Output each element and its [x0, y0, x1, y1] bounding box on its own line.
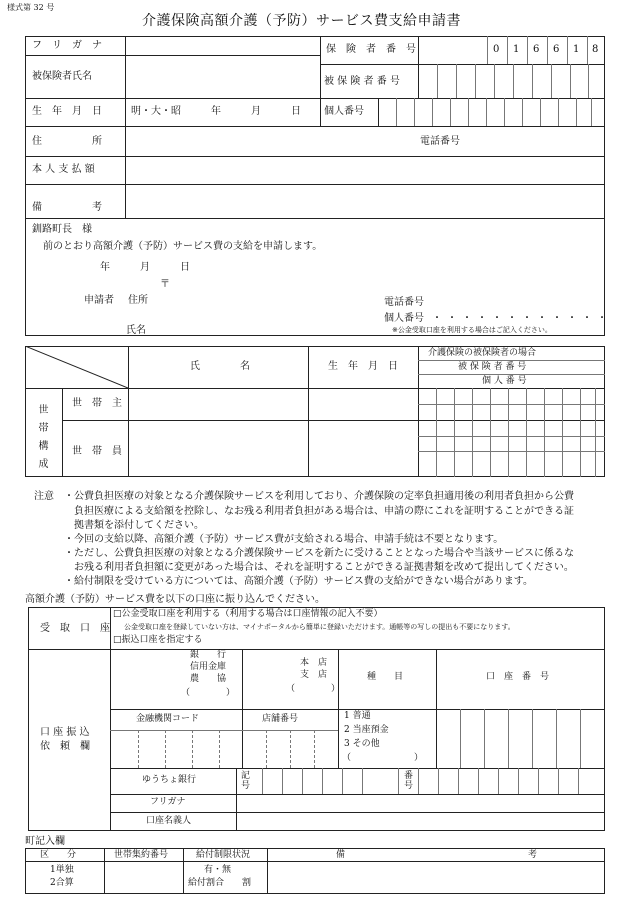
- benefit-ratio: 給付割合 割: [188, 878, 252, 888]
- insurer-digit: 0: [493, 44, 500, 55]
- account-kind-1[interactable]: 1 普通: [344, 711, 371, 721]
- application-statement: 前のとおり高額介護（予防）サービス費の支給を申請します。: [43, 241, 323, 252]
- personal-number-dots[interactable]: ・・・・・・・・・・・・: [432, 313, 612, 324]
- insured-name-field[interactable]: [126, 56, 319, 97]
- kubun-combined: 2合算: [50, 878, 74, 888]
- personal-number-field[interactable]: [379, 99, 604, 125]
- note-line: 負担医療による支給額を控除し、なお残る利用者負担がある場合は、申請の際にこれを証明することができる証: [64, 506, 574, 517]
- applicant-personal-number-label: 個人番号: [384, 313, 424, 324]
- personal-number-header: 個 人 番 号: [482, 376, 527, 386]
- remarks-label: 備 考: [32, 202, 102, 213]
- transfer-request-label-2: 依 頼 欄: [40, 741, 90, 752]
- note-line: ・給付制限を受けている方については、高額介護（予防）サービス費の支給ができない場合があります。: [64, 576, 533, 587]
- bank-intro: 高額介護（予防）サービス費を以下の口座に振り込んでください。: [25, 594, 325, 605]
- member-name-field[interactable]: [129, 421, 307, 476]
- bank-type-bank: 銀 行: [190, 650, 227, 660]
- address-field[interactable]: [126, 127, 416, 155]
- limit-yes-no: 有・無: [204, 865, 232, 875]
- application-date[interactable]: 年 月 日: [100, 262, 190, 273]
- applicant-name-label: 氏名: [126, 325, 146, 336]
- note-line: ・ただし、公費負担医療の対象となる介護保険サービスを新たに受けることとなった場合や当該サービスに係るな: [64, 548, 574, 559]
- name-header: 氏 名: [190, 361, 250, 372]
- bank-type-paren: （ ）: [181, 688, 236, 698]
- head-dob-field[interactable]: [309, 389, 417, 419]
- insurer-digit: 8: [592, 44, 599, 55]
- transfer-account-option[interactable]: □振込口座を指定する: [113, 635, 203, 645]
- insurer-digit: 1: [573, 44, 580, 55]
- head-of-household-label: 世 帯 主: [72, 398, 122, 409]
- notes-label: 注意: [34, 491, 54, 502]
- bango-label: 番号: [404, 771, 414, 791]
- bank-type-agri: 農 協: [190, 674, 227, 684]
- head-name-field[interactable]: [129, 389, 307, 419]
- insurer-digit: 1: [513, 44, 520, 55]
- remarks-field[interactable]: [126, 185, 604, 217]
- account-kind-paren: （ ）: [342, 753, 424, 763]
- insured-number-field[interactable]: [419, 65, 604, 97]
- institution-code-label: 金融機関コード: [136, 714, 200, 724]
- branch-type-paren: （ ）: [286, 684, 341, 694]
- phone-label: 電話番号: [420, 136, 460, 147]
- account-kind-2[interactable]: 2 当座預金: [344, 725, 389, 735]
- kubun-header: 区 分: [40, 850, 77, 860]
- note-line: 拠書類を添付してください。: [64, 520, 204, 531]
- applicant-address-label: 住所: [128, 295, 148, 306]
- holder-furigana-field[interactable]: [237, 795, 604, 811]
- insurer-digit: 6: [533, 44, 540, 55]
- town-section-title: 町記入欄: [25, 836, 65, 847]
- note-line: ・公費負担医療の対象となる介護保険サービスを利用しており、介護保険の定率負担適用後の利用者負担から公費: [64, 491, 574, 502]
- public-account-hint: 公金受取口座を登録していない方は、マイナポータルから簡単に登録いただけます。通帳等の写しの提出も不要になります。: [124, 623, 515, 631]
- note-line: お残る利用者負担額に変更があった場合は、それを証明することができる証拠書類を改めて提出してください。: [64, 562, 574, 573]
- kubun-single: 1単独: [50, 865, 74, 875]
- address-label: 住 所: [32, 136, 102, 147]
- account-holder-label: 口座名義人: [146, 816, 192, 826]
- household-agg-header: 世帯集約番号: [114, 850, 169, 860]
- transfer-request-label-1: 口 座 振 込: [40, 727, 90, 738]
- benefit-limit-header: 給付制限状況: [196, 850, 251, 860]
- branch-type-head: 本 店: [300, 658, 328, 668]
- bank-type-credit: 信用金庫: [190, 662, 227, 672]
- public-account-note: ※公金受取口座を利用する場合はご記入ください。: [392, 326, 552, 334]
- dob-label: 生 年 月 日: [32, 106, 102, 117]
- insured-number-label: 被 保 険 者 番 号: [324, 76, 400, 87]
- kigo-label: 記号: [241, 771, 251, 791]
- account-number-header: 口 座 番 号: [486, 672, 550, 682]
- household-composition-label: 世帯構成: [36, 404, 47, 476]
- household-member-label: 世 帯 員: [72, 446, 122, 457]
- applicant-phone-label: 電話番号: [384, 297, 424, 308]
- dob-field[interactable]: 明・大・昭 年 月 日: [131, 106, 301, 117]
- branch-number-label: 店舗番号: [262, 714, 299, 724]
- self-pay-field[interactable]: [126, 157, 604, 183]
- remarks-header-2: 考: [528, 850, 538, 860]
- dob-header: 生 年 月 日: [328, 361, 398, 372]
- insurer-digit: 6: [553, 44, 560, 55]
- diagonal-header: [25, 346, 129, 389]
- applicant-label: 申請者: [84, 295, 114, 306]
- remarks-header-1: 備: [336, 850, 346, 860]
- town-table: [25, 848, 605, 894]
- form-number: 様式第 32 号: [7, 3, 55, 12]
- account-holder-field[interactable]: [237, 813, 604, 830]
- holder-furigana-label: フリガナ: [150, 797, 186, 807]
- insured-number-header: 被 保 険 者 番 号: [458, 362, 527, 372]
- furigana-label: フ リ ガ ナ: [32, 40, 102, 51]
- insured-name-label: 被保険者氏名: [32, 71, 92, 82]
- insurer-number-label: 保 険 者 番 号: [326, 44, 416, 55]
- postal-mark: 〒: [160, 279, 170, 290]
- yucho-bank-label: ゆうちょ銀行: [142, 775, 197, 785]
- page-title: 介護保険高額介護（予防）サービス費支給申請書: [142, 13, 461, 29]
- member-dob-field[interactable]: [309, 421, 417, 476]
- self-pay-label: 本 人 支 払 額: [32, 164, 95, 175]
- branch-type-branch: 支 店: [300, 670, 328, 680]
- public-account-option[interactable]: □公金受取口座を利用する（利用する場合は口座情報の記入不要）: [113, 609, 383, 619]
- account-kind-header: 種 目: [367, 672, 404, 682]
- personal-number-label: 個人番号: [324, 106, 364, 117]
- note-line: ・今回の支給以降、高額介護（予防）サービス費が支給される場合、申請手続は不要となります。: [64, 534, 504, 545]
- furigana-field[interactable]: [126, 37, 319, 54]
- account-kind-3[interactable]: 3 その他: [344, 739, 380, 749]
- addressee: 釧路町長 様: [32, 224, 92, 235]
- receive-account-label: 受 取 口 座: [40, 623, 110, 634]
- care-insured-header: 介護保険の被保険者の場合: [428, 348, 537, 358]
